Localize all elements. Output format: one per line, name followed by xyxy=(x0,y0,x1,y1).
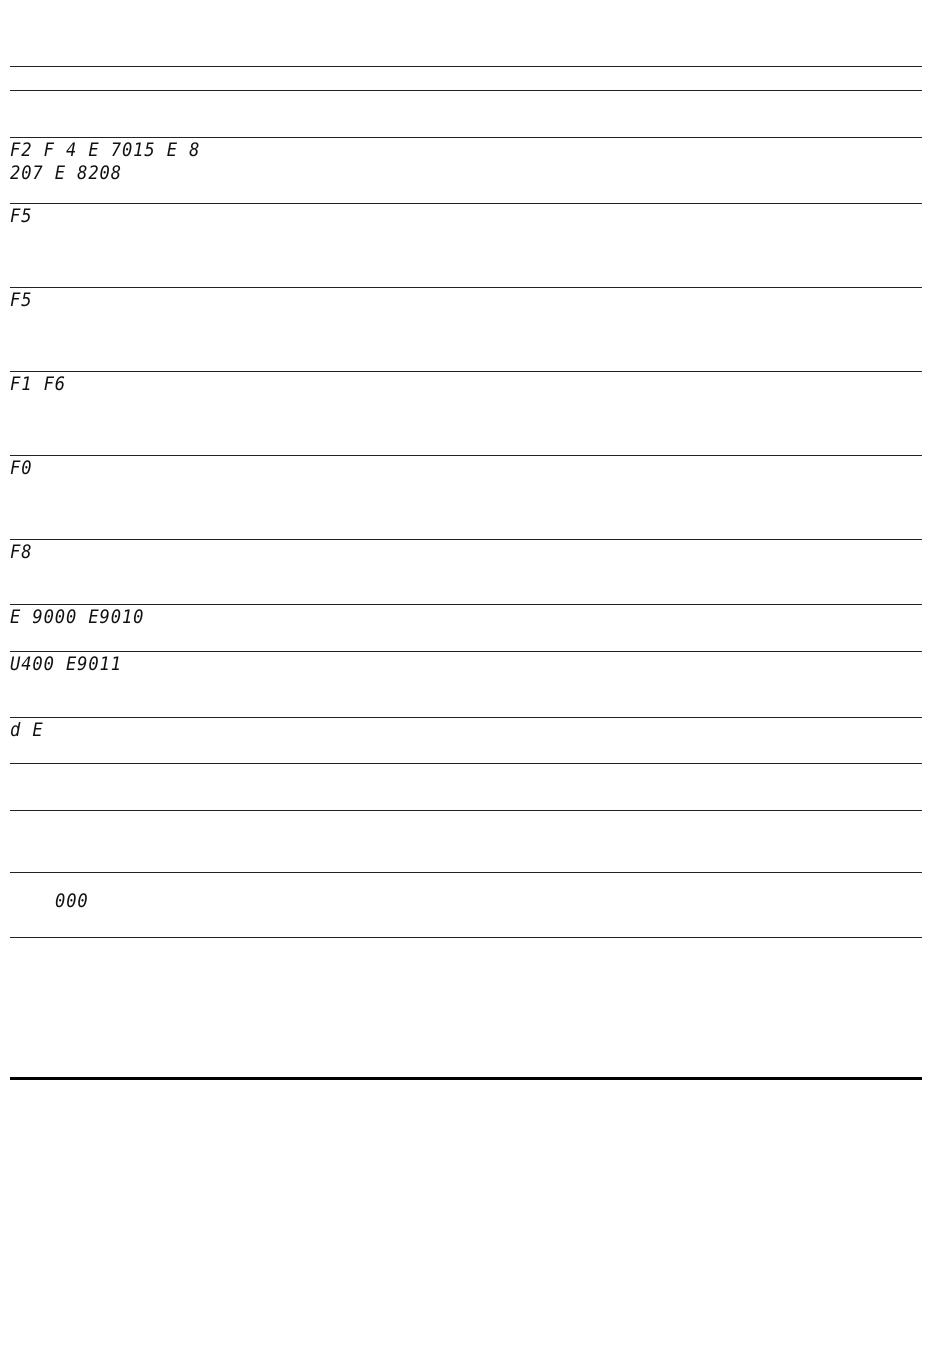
error-code-display: F0 xyxy=(10,457,33,479)
table-row-divider xyxy=(10,539,922,540)
table-row-divider xyxy=(10,872,922,873)
table-row-divider xyxy=(10,287,922,288)
table-rule-header xyxy=(10,90,922,91)
page-footer-rule xyxy=(10,1077,922,1080)
error-code-display: F2 F 4 E 7015 E 8 207 E 8208 xyxy=(10,139,201,184)
table-row-divider xyxy=(10,371,922,372)
table-row-divider xyxy=(10,604,922,605)
error-code-display: d E xyxy=(10,719,44,741)
error-code-display: F5 xyxy=(10,205,33,227)
table-row-divider xyxy=(10,137,922,138)
table-row-divider xyxy=(10,717,922,718)
table-row-divider xyxy=(10,651,922,652)
table-row-divider xyxy=(10,763,922,764)
table-row-divider xyxy=(10,203,922,204)
table-row-divider xyxy=(10,455,922,456)
error-code-display: U400 E9011 xyxy=(10,653,122,675)
table-rule-top xyxy=(10,66,922,67)
error-code-display: F1 F6 xyxy=(10,373,66,395)
error-code-display: F8 xyxy=(10,541,33,563)
error-code-display: F5 xyxy=(10,289,33,311)
table-row-divider xyxy=(10,810,922,811)
error-code-display: E 9000 E9010 xyxy=(10,606,145,628)
error-code-display: 000 xyxy=(55,890,89,912)
table-rule-bottom xyxy=(10,937,922,938)
